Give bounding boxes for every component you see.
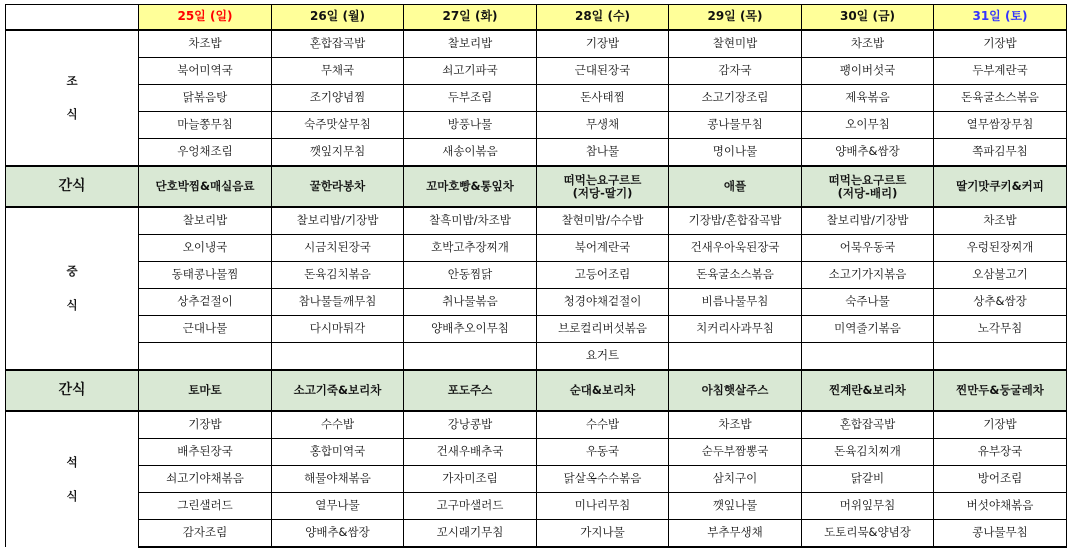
dinner-section	[6, 411, 1067, 547]
lunch-label	[6, 207, 139, 370]
menu-cell: 기장밥	[934, 411, 1067, 439]
menu-cell: 쇠고기파국	[404, 58, 537, 85]
lunch-row	[6, 343, 1067, 371]
menu-cell: 두부조림	[404, 85, 537, 112]
lunch-label-char: 중	[66, 264, 78, 279]
snack-row-2	[6, 370, 1067, 411]
menu-cell: 배추된장국	[139, 439, 272, 466]
menu-cell: 차조밥	[669, 411, 802, 439]
menu-cell: 오이무침	[802, 112, 934, 139]
menu-cell: 안동찜닭	[404, 262, 537, 289]
menu-cell: 그린샐러드	[139, 493, 272, 520]
day-header: 30일 (금)	[802, 5, 934, 31]
breakfast-row	[6, 30, 1067, 58]
menu-cell: 양배추오이무침	[404, 316, 537, 343]
snack-cell: 꼬마호빵&통잎차	[404, 166, 537, 207]
weekly-meal-table	[5, 4, 1067, 548]
snack-cell: 포도주스	[404, 370, 537, 411]
menu-cell: 해물야채볶음	[272, 466, 404, 493]
snack-cell: 순대&보리차	[537, 370, 669, 411]
menu-cell: 꼬시래기무침	[404, 520, 537, 548]
breakfast-row	[6, 139, 1067, 167]
menu-cell: 쇠고기야채볶음	[139, 466, 272, 493]
menu-cell	[934, 343, 1067, 371]
menu-cell	[404, 343, 537, 371]
menu-cell: 북어미역국	[139, 58, 272, 85]
day-header: 29일 (목)	[669, 5, 802, 31]
menu-cell: 기장밥/혼합잡곡밥	[669, 207, 802, 235]
menu-cell: 찰현미밥	[669, 30, 802, 58]
menu-cell: 다시마튀각	[272, 316, 404, 343]
menu-cell: 숙주맛살무침	[272, 112, 404, 139]
breakfast-row	[6, 85, 1067, 112]
menu-cell: 미나리무침	[537, 493, 669, 520]
menu-cell: 근대된장국	[537, 58, 669, 85]
lunch-row	[6, 235, 1067, 262]
snack-cell: 딸기맛쿠키&커피	[934, 166, 1067, 207]
menu-cell: 호박고추장찌개	[404, 235, 537, 262]
menu-cell: 열무쌈장무침	[934, 112, 1067, 139]
menu-cell: 돈육김치볶음	[272, 262, 404, 289]
menu-cell: 돈육굴소스볶음	[934, 85, 1067, 112]
snack-cell: 찐계란&보리차	[802, 370, 934, 411]
menu-cell: 시금치된장국	[272, 235, 404, 262]
lunch-row	[6, 262, 1067, 289]
dinner-row	[6, 439, 1067, 466]
menu-cell: 양배추&쌈장	[272, 520, 404, 548]
menu-cell: 오삼불고기	[934, 262, 1067, 289]
menu-cell: 숙주나물	[802, 289, 934, 316]
menu-cell: 깻잎지무침	[272, 139, 404, 167]
snack-line: 떠먹는요구르트	[828, 173, 907, 188]
dinner-row	[6, 520, 1067, 548]
menu-cell: 찰보리밥	[404, 30, 537, 58]
menu-cell: 제육볶음	[802, 85, 934, 112]
menu-cell: 닭갈비	[802, 466, 934, 493]
menu-cell: 가자미조림	[404, 466, 537, 493]
menu-cell: 깻잎나물	[669, 493, 802, 520]
menu-cell: 도토리묵&양념장	[802, 520, 934, 548]
breakfast-row	[6, 58, 1067, 85]
snack-line: (저당-딸기)	[572, 185, 633, 200]
menu-cell: 치커리사과무침	[669, 316, 802, 343]
menu-cell: 삼치구이	[669, 466, 802, 493]
menu-cell: 참나물	[537, 139, 669, 167]
menu-cell: 차조밥	[139, 30, 272, 58]
menu-cell: 무생채	[537, 112, 669, 139]
menu-cell: 콩나물무침	[669, 112, 802, 139]
menu-cell: 고등어조림	[537, 262, 669, 289]
menu-cell: 청경야채겉절이	[537, 289, 669, 316]
header-corner-cell	[6, 5, 139, 31]
menu-cell: 참나물들깨무침	[272, 289, 404, 316]
menu-cell: 브로컬리버섯볶음	[537, 316, 669, 343]
menu-cell: 가지나물	[537, 520, 669, 548]
menu-cell: 열무나물	[272, 493, 404, 520]
breakfast-section	[6, 30, 1067, 166]
menu-cell: 머위잎무침	[802, 493, 934, 520]
menu-cell: 두부계란국	[934, 58, 1067, 85]
lunch-row	[6, 289, 1067, 316]
menu-cell: 상추&쌈장	[934, 289, 1067, 316]
header-row	[6, 5, 1067, 31]
snack-line: 떠먹는요구르트	[563, 173, 642, 188]
breakfast-label-char: 조	[66, 73, 78, 88]
menu-cell: 근대나물	[139, 316, 272, 343]
snack-label: 간식	[6, 370, 139, 411]
menu-cell: 콩나물무침	[934, 520, 1067, 548]
menu-cell: 찰현미밥/수수밥	[537, 207, 669, 235]
menu-cell: 찰흑미밥/차조밥	[404, 207, 537, 235]
menu-cell: 미역줄기볶음	[802, 316, 934, 343]
snack-cell: 꿀한라봉차	[272, 166, 404, 207]
menu-cell: 유부장국	[934, 439, 1067, 466]
snack-cell: 찐만두&둥굴레차	[934, 370, 1067, 411]
dinner-row	[6, 466, 1067, 493]
day-header: 31일 (토)	[934, 5, 1067, 31]
dinner-label-char: 식	[66, 488, 78, 503]
menu-cell: 건새우아욱된장국	[669, 235, 802, 262]
menu-cell: 방어조림	[934, 466, 1067, 493]
day-header: 26일 (월)	[272, 5, 404, 31]
menu-cell	[802, 343, 934, 371]
menu-cell: 소고기장조림	[669, 85, 802, 112]
menu-cell: 우동국	[537, 439, 669, 466]
dinner-label-char: 석	[66, 455, 78, 470]
menu-cell: 요거트	[537, 343, 669, 371]
menu-cell: 차조밥	[934, 207, 1067, 235]
menu-cell: 순두부짬뽕국	[669, 439, 802, 466]
menu-cell: 부추무생채	[669, 520, 802, 548]
menu-cell: 노각무침	[934, 316, 1067, 343]
menu-cell: 수수밥	[537, 411, 669, 439]
menu-cell: 어묵우동국	[802, 235, 934, 262]
menu-cell: 돈육굴소스볶음	[669, 262, 802, 289]
menu-cell: 강낭콩밥	[404, 411, 537, 439]
menu-cell: 마늘쫑무침	[139, 112, 272, 139]
menu-cell: 찰보리밥/기장밥	[272, 207, 404, 235]
menu-cell: 감자국	[669, 58, 802, 85]
menu-cell: 고구마샐러드	[404, 493, 537, 520]
breakfast-label-char: 식	[66, 107, 78, 121]
menu-cell: 북어계란국	[537, 235, 669, 262]
menu-cell: 닭볶음탕	[139, 85, 272, 112]
dinner-label	[6, 411, 139, 547]
snack-line: (저당-배리)	[837, 185, 898, 200]
menu-cell: 혼합잡곡밥	[802, 411, 934, 439]
menu-cell: 수수밥	[272, 411, 404, 439]
snack-cell: 소고기죽&보리차	[272, 370, 404, 411]
snack-cell: 토마토	[139, 370, 272, 411]
menu-cell: 명이나물	[669, 139, 802, 167]
snack-cell: 애플	[669, 166, 802, 207]
menu-cell: 우엉채조림	[139, 139, 272, 167]
menu-cell: 오이냉국	[139, 235, 272, 262]
menu-cell: 취나물볶음	[404, 289, 537, 316]
menu-cell: 홍합미역국	[272, 439, 404, 466]
snack-cell	[537, 166, 669, 207]
day-header: 27일 (화)	[404, 5, 537, 31]
menu-cell: 돈사태찜	[537, 85, 669, 112]
menu-cell: 차조밥	[802, 30, 934, 58]
menu-cell: 소고기가지볶음	[802, 262, 934, 289]
menu-cell: 방풍나물	[404, 112, 537, 139]
snack-cell	[802, 166, 934, 207]
menu-cell: 기장밥	[537, 30, 669, 58]
snack-cell: 단호박찜&매실음료	[139, 166, 272, 207]
menu-cell: 찰보리밥/기장밥	[802, 207, 934, 235]
menu-cell: 건새우배추국	[404, 439, 537, 466]
lunch-label-char: 식	[66, 297, 78, 312]
menu-cell	[272, 343, 404, 371]
menu-cell: 감자조림	[139, 520, 272, 548]
menu-cell: 우렁된장찌개	[934, 235, 1067, 262]
breakfast-label	[6, 30, 139, 166]
menu-cell: 닭살옥수수볶음	[537, 466, 669, 493]
menu-cell: 동태콩나물찜	[139, 262, 272, 289]
menu-cell: 기장밥	[934, 30, 1067, 58]
menu-cell: 새송이볶음	[404, 139, 537, 167]
snack-row-1	[6, 166, 1067, 207]
lunch-row	[6, 316, 1067, 343]
menu-cell: 조기양념찜	[272, 85, 404, 112]
lunch-row	[6, 207, 1067, 235]
menu-cell: 무채국	[272, 58, 404, 85]
breakfast-row	[6, 112, 1067, 139]
menu-cell: 찰보리밥	[139, 207, 272, 235]
snack-label: 간식	[6, 166, 139, 207]
menu-cell: 상추겉절이	[139, 289, 272, 316]
menu-cell: 양배추&쌈장	[802, 139, 934, 167]
menu-cell: 팽이버섯국	[802, 58, 934, 85]
day-header: 28일 (수)	[537, 5, 669, 31]
lunch-section	[6, 207, 1067, 370]
menu-cell: 기장밥	[139, 411, 272, 439]
dinner-row	[6, 411, 1067, 439]
menu-cell: 돈육김치찌개	[802, 439, 934, 466]
menu-cell: 쪽파김무침	[934, 139, 1067, 167]
menu-cell	[669, 343, 802, 371]
snack-cell: 아침햇살주스	[669, 370, 802, 411]
menu-cell: 비름나물무침	[669, 289, 802, 316]
menu-cell: 버섯야채볶음	[934, 493, 1067, 520]
day-header: 25일 (일)	[139, 5, 272, 31]
dinner-row	[6, 493, 1067, 520]
menu-table-container	[5, 4, 1067, 548]
menu-cell	[139, 343, 272, 371]
menu-cell: 혼합잡곡밥	[272, 30, 404, 58]
